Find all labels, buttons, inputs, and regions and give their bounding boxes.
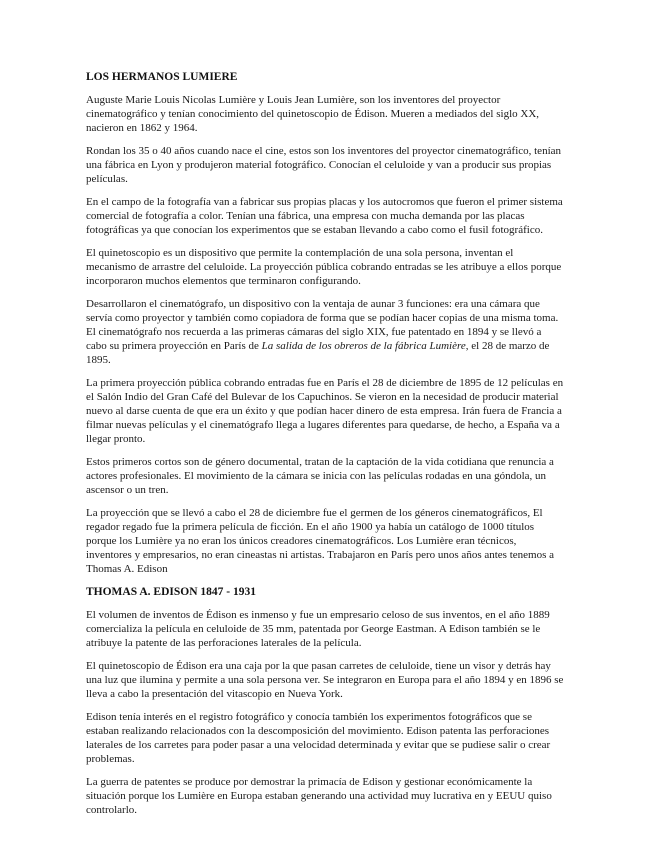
paragraph: Estos primeros cortos son de género documental, tratan de la captación de la vida cotidiana que renuncia a actores profesionales. El movimiento de la cámara se inicia con las películas rodadas en una góndola, un ascensor o un tren.: [86, 456, 554, 496]
text-span: Desarrollaron el cinematógrafo, un dispositivo con la ventaja de aunar 3 funciones: era una cámara que servía como proyector y también como copiadora de forma que se podían hacer copias de una misma toma. El cinematógrafo nos recuerda a las primeras cámaras del siglo XIX, fue patentado en 1894 y se llevó a cabo su primera proyección en París de: [86, 298, 559, 352]
paragraph: Auguste Marie Louis Nicolas Lumière y Louis Jean Lumière, son los inventores del proyector cinematográfico y tenían conocimiento del quinetoscopio de Édison. Mueren a mediados del siglo XX, nacieron en 1862 y 1964.: [86, 94, 540, 134]
text-span: , el 28 de marzo de 1895.: [86, 340, 550, 366]
section-title-lumiere: LOS HERMANOS LUMIERE: [86, 71, 238, 83]
document-page: [86, 70, 564, 826]
paragraph: Rondan los 35 o 40 años cuando nace el cine, estos son los inventores del proyector cinematográfico, tenían una fábrica en Lyon y produjeron material fotográfico. Conocían el celuloide y van a producir sus propias películas.: [86, 145, 562, 185]
paragraph: El quinetoscopio es un dispositivo que permite la contemplación de una sola persona, inventan el mecanismo de arrastre del celuloide. La proyección pública cobrando entradas se les atribuye a ellos porque incorporaron muchos elementos que terminaron configurando.: [86, 247, 562, 287]
section-title-edison: THOMAS A. EDISON 1847 - 1931: [86, 586, 256, 598]
paragraph: En el campo de la fotografía van a fabricar sus propias placas y los autocromos que fueron el primer sistema comercial de fotografía a color. Tenían una fábrica, una empresa con mucha demanda por las placas fotográficas ya que conocían los experimentos que se estaban llevando a cabo como el fusil fotográfico.: [86, 196, 563, 236]
paragraph: Edison tenía interés en el registro fotográfico y conocía también los experimentos fotográficos que se estaban realizando relacionados con la descomposición del movimiento. Edison patenta las perforaciones laterales de los carretes para poder pasar a una velocidad determinada y evitar que se pudiese salir o crear problemas.: [86, 711, 551, 765]
paragraph: La primera proyección pública cobrando entradas fue en París el 28 de diciembre de 1895 de 12 películas en el Salón Indio del Gran Café del Bulevar de los Capuchinos. Se vieron en la necesidad de producir material nuevo al darse cuenta de que era un éxito y que podían hacer dinero de esta empresa. Irán fuera de Francia a filmar nuevas películas y el cinematógrafo llega a lugares diferentes para quedarse, de hecho, a España va a llegar pronto.: [86, 377, 564, 445]
paragraph: El volumen de inventos de Édison es inmenso y fue un empresario celoso de sus inventos, en el año 1889 comercializa la película en celuloide de 35 mm, patentada por George Eastman. A Edison también se le atribuye la patente de las perforaciones laterales de la película.: [86, 609, 550, 649]
film-title-italic: La salida de los obreros de la fábrica Lumière: [261, 340, 466, 352]
paragraph: La proyección que se llevó a cabo el 28 de diciembre fue el germen de los géneros cinematográficos, El regador regado fue la primera película de ficción. En el año 1900 ya había un catálogo de 1000 títulos porque los Lumière ya no eran los únicos creadores cinematográficos. Los Lumière eran técnicos, inventores y empresarios, no eran cineastas ni artistas. Trabajaron en París pero unos años antes tenemos a Thomas A. Edison: [86, 507, 554, 575]
paragraph-with-italic-title: [86, 297, 564, 367]
paragraph: La guerra de patentes se produce por demostrar la primacía de Edison y gestionar económicamente la situación porque los Lumière en Europa estaban generando una actividad muy lucrativa en y EEUU quiso controlarlo.: [86, 776, 552, 816]
paragraph: El quinetoscopio de Édison era una caja por la que pasan carretes de celuloide, tiene un visor y detrás hay una luz que ilumina y permite a una sola persona ver. Se integraron en Europa para el año 1894 y en 1896 se lleva a cabo la presentación del vitascopio en Nueva York.: [86, 660, 564, 700]
